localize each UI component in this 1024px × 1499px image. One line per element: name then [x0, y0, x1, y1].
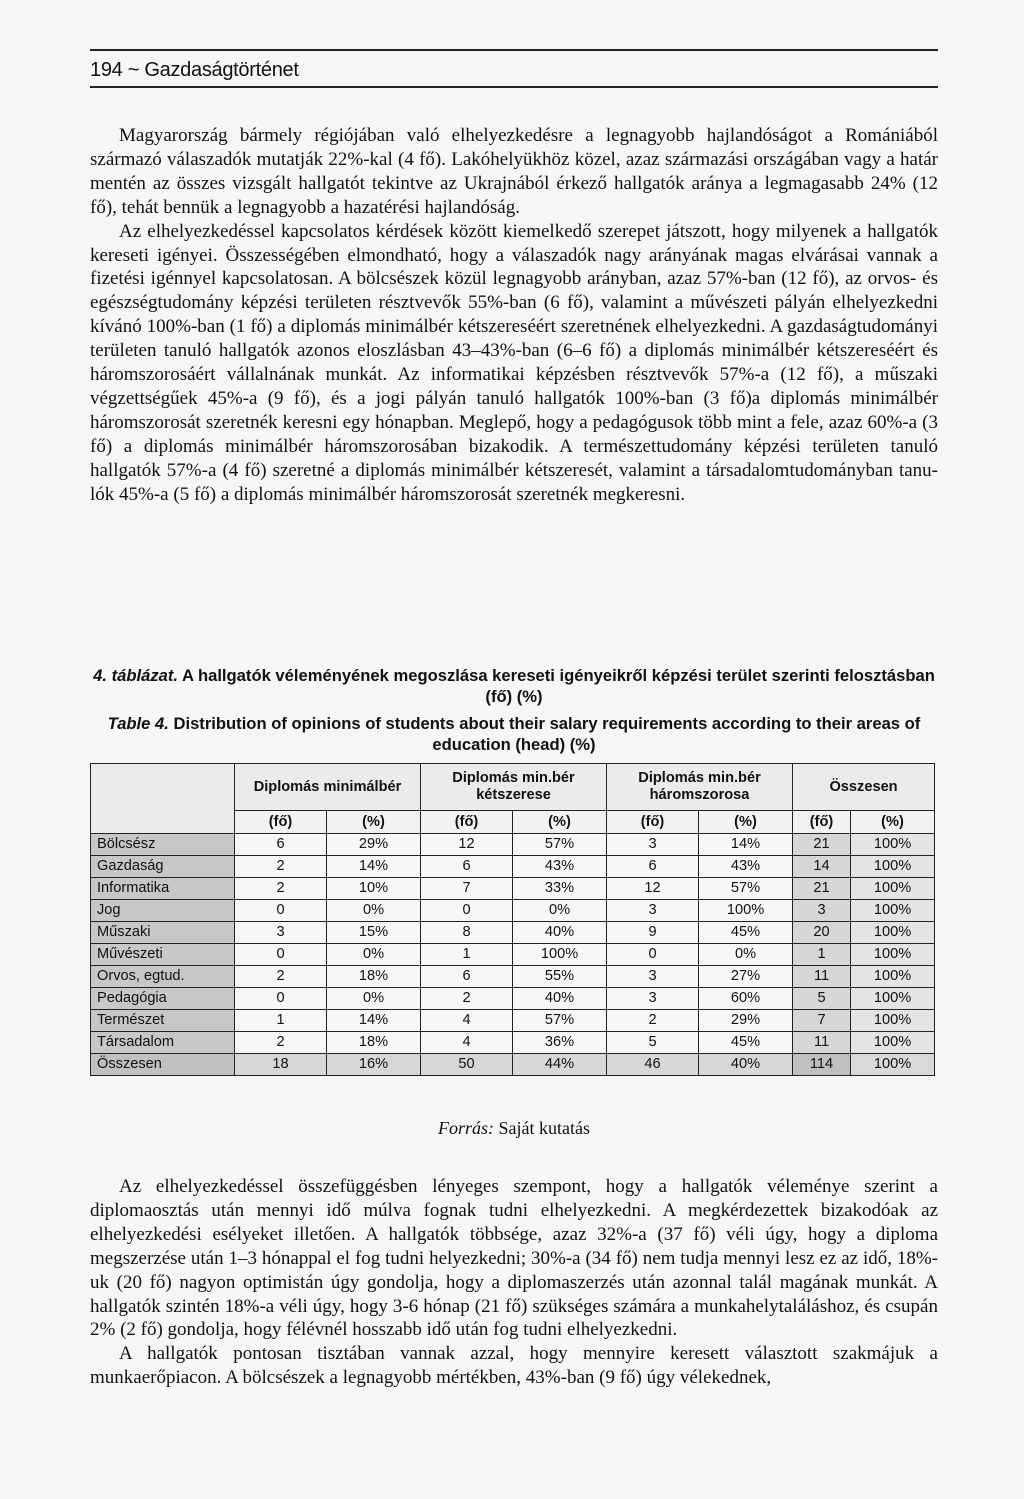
table-cell: 100%	[851, 856, 935, 878]
table-cell: 6	[421, 856, 513, 878]
table-cell: 2	[235, 856, 327, 878]
table-cell: 55%	[513, 966, 607, 988]
table-cell: 57%	[513, 1010, 607, 1032]
table-cell: 11	[793, 966, 851, 988]
table-row	[91, 900, 935, 922]
table-row	[91, 878, 935, 900]
table-cell: 27%	[699, 966, 793, 988]
paragraph: Magyarország bármely régiójában való elhelyezkedésre a legnagyobb hajlandóságot a Romániából származó válaszadók mutatják 22%-kal (4 fő). Lakóhelyükhöz közel, azaz származási országában vagy a határ mentén az összes vizsgált hallgatót tekintve az Ukrajnából érkező hallgatók aránya a legmagasabb 24% (12 fő), tehát bennük a legnagyobb a hazatérési hajlandóság.	[90, 125, 938, 218]
table-cell: 40%	[513, 988, 607, 1010]
table-cell: 2	[235, 878, 327, 900]
table-cell: 0%	[513, 900, 607, 922]
table-row	[91, 944, 935, 966]
table-row	[91, 834, 935, 856]
table-cell: 7	[793, 1010, 851, 1032]
column-group-header: Diplomás min.bér háromszorosa	[607, 764, 793, 811]
table-cell: 8	[421, 922, 513, 944]
table-row	[91, 966, 935, 988]
row-label: Pedagógia	[91, 988, 235, 1010]
table-cell: 0	[235, 988, 327, 1010]
header-separator: ~	[127, 59, 140, 81]
table-cell: 1	[421, 944, 513, 966]
row-label: Orvos, egtud.	[91, 966, 235, 988]
table-cell: 7	[421, 878, 513, 900]
table-cell: 18	[235, 1054, 327, 1076]
table-cell: 21	[793, 878, 851, 900]
table-cell: 100%	[699, 900, 793, 922]
table-cell: 100%	[851, 1010, 935, 1032]
table-cell: 4	[421, 1032, 513, 1054]
table-cell: 6	[607, 856, 699, 878]
source-label: Forrás:	[438, 1118, 495, 1138]
table-cell: 100%	[851, 878, 935, 900]
header-bottom-rule	[90, 86, 938, 88]
table-cell: 10%	[327, 878, 421, 900]
intro-text	[90, 124, 938, 507]
row-label: Művészeti	[91, 944, 235, 966]
table-cell: 4	[421, 1010, 513, 1032]
table-cell: 29%	[327, 834, 421, 856]
table-cell: 0	[421, 900, 513, 922]
table-cell: 14%	[327, 1010, 421, 1032]
table-cell: 9	[607, 922, 699, 944]
row-label: Informatika	[91, 878, 235, 900]
table-cell: 40%	[513, 922, 607, 944]
table-cell: 100%	[513, 944, 607, 966]
caption-label: 4. táblázat.	[93, 666, 178, 685]
table-cell: 50	[421, 1054, 513, 1076]
table-cell: 100%	[851, 1054, 935, 1076]
unit-header: (fő)	[421, 811, 513, 834]
closing-text	[90, 1175, 938, 1390]
unit-header: (%)	[699, 811, 793, 834]
table-cell: 2	[421, 988, 513, 1010]
table-cell: 60%	[699, 988, 793, 1010]
table-corner-cell	[91, 764, 235, 834]
table-cell: 57%	[513, 834, 607, 856]
table-row	[91, 1032, 935, 1054]
row-label: Összesen	[91, 1054, 235, 1076]
caption-text: Distribution of opinions of students about their salary requirements according to their areas of education (head) (%)	[173, 714, 921, 754]
table-cell: 100%	[851, 1032, 935, 1054]
table-cell: 44%	[513, 1054, 607, 1076]
running-head	[90, 58, 938, 82]
table-cell: 0	[607, 944, 699, 966]
unit-header: (fő)	[793, 811, 851, 834]
table-cell: 11	[793, 1032, 851, 1054]
table-cell: 43%	[699, 856, 793, 878]
table-cell: 5	[793, 988, 851, 1010]
paragraph: Az elhelyezkedéssel összefüggésben lényeges szempont, hogy a hallgatók véleménye szerint a diplomaosztás után mennyi idő múlva fognak tudni elhelyezkedni. A megkérdezettek bizakodóak az elhelyezkedési esélyeket illetően. A hallgatók többsége, azaz 32%-a (37 fő) véli úgy, hogy a diploma megszerzése után 1–3 hónappal el fog tudni helyezkedni; 30%-a (34 fő) nem tudja mennyi lesz ez az idő, 18%-uk (20 fő) nagyon optimistán úgy gondolja, hogy a diplomaszerzés után azonnal talál magának munkát. A hallgatók szintén 18%-a véli úgy, hogy 3-6 hónap (21 fő) szükséges számára a munkahelytaláláshoz, és csupán 2% (2 fő) gondolja, hogy félévnél hosszabb idő után fog tudni elhelyezkedni.	[90, 1176, 938, 1341]
caption-text: A hallgatók véleményének megoszlása kereseti igényeikről képzési terület szerinti felosztásban (fő) (%)	[181, 666, 935, 706]
table-cell: 43%	[513, 856, 607, 878]
table-row	[91, 988, 935, 1010]
table-cell: 21	[793, 834, 851, 856]
row-label: Gazdaság	[91, 856, 235, 878]
table-cell: 12	[607, 878, 699, 900]
caption-label: Table 4.	[107, 714, 169, 733]
table-body	[91, 834, 935, 1076]
table-cell: 3	[607, 834, 699, 856]
row-label: Társadalom	[91, 1032, 235, 1054]
table-cell: 3	[793, 900, 851, 922]
page-number: 194	[90, 59, 123, 81]
paragraph: Az elhelyezkedéssel kapcsolatos kérdések között kiemelkedő szerepet játszott, hogy milyenek a hallgatók kereseti igényei. Összességében elmondható, hogy a válaszadók nagy arányának magas elvárásai vannak a fizetési igénnyel kapcsolatosan. A bölcsészek közül legnagyobb arányban, azaz 57%-ban (12 fő), az orvos- és egészségtudomány képzési területen résztvevők 55%-ban (6 fő), valamint a művészeti pályán elhelyezkedni kívánó 100%-ban (1 fő) a diplomás minimálbér kétszereséért szeretnének elhelyezkedni. A gazdaságtudományi területen tanuló hallgatók azonos eloszlásban 43–43%-ban (6–6 fő) a diplomás minimálbér kétszereséért és háromszorosáért vállalnának munkát. Az informatikai képzésben résztvevők 57%-a (12 fő), a műszaki végzettségűek 45%-a (9 fő), és a jogi pályán tanuló hallgatók 100%-ban (3 fő)a diplomás minimálbér háromszorosát szeretnék keresni egy hónapban. Meglepő, hogy a pedagógusok több mint a fele, azaz 60%-a (3 fő) a diplomás minimálbér háromszorosában bizakodik. A természettudomány képzési területen tanuló hallgatók 57%-a (4 fő) szeretné a diplomás minimálbér kétszeresét, valamint a társadalomtudományban tanulók 45%-a (5 fő) a diplomás minimálbér háromszorosát szeretnék megkeresni.	[90, 220, 938, 505]
table-cell: 20	[793, 922, 851, 944]
table-cell: 100%	[851, 944, 935, 966]
unit-header: (%)	[851, 811, 935, 834]
table-cell: 57%	[699, 878, 793, 900]
table-cell: 12	[421, 834, 513, 856]
table-cell: 15%	[327, 922, 421, 944]
unit-header: (fő)	[607, 811, 699, 834]
table-cell: 16%	[327, 1054, 421, 1076]
table-row	[91, 922, 935, 944]
source-text: Saját kutatás	[498, 1118, 590, 1138]
table-cell: 100%	[851, 900, 935, 922]
table-cell: 3	[607, 966, 699, 988]
header-top-rule	[90, 49, 938, 51]
salary-requirements-table	[90, 763, 935, 1076]
table-source	[90, 1117, 938, 1139]
table-cell: 6	[235, 834, 327, 856]
column-group-header: Diplomás minimálbér	[235, 764, 421, 811]
row-label: Természet	[91, 1010, 235, 1032]
table-cell: 3	[235, 922, 327, 944]
table-cell: 1	[793, 944, 851, 966]
table-cell: 100%	[851, 922, 935, 944]
table-cell: 0%	[699, 944, 793, 966]
table-cell: 18%	[327, 966, 421, 988]
table-caption-english	[90, 714, 938, 755]
table-cell: 3	[607, 900, 699, 922]
table-cell: 0	[235, 900, 327, 922]
table-cell: 45%	[699, 922, 793, 944]
table-cell: 100%	[851, 966, 935, 988]
table-cell: 5	[607, 1032, 699, 1054]
table-cell: 0%	[327, 988, 421, 1010]
table-cell: 14%	[699, 834, 793, 856]
table-cell: 2	[235, 966, 327, 988]
unit-header: (fő)	[235, 811, 327, 834]
table-row	[91, 856, 935, 878]
table-cell: 100%	[851, 834, 935, 856]
row-label: Műszaki	[91, 922, 235, 944]
column-group-header: Összesen	[793, 764, 935, 811]
table-cell: 36%	[513, 1032, 607, 1054]
row-label: Jog	[91, 900, 235, 922]
table-cell: 0%	[327, 900, 421, 922]
table-cell: 40%	[699, 1054, 793, 1076]
table-cell: 45%	[699, 1032, 793, 1054]
table-cell: 14%	[327, 856, 421, 878]
table-cell: 29%	[699, 1010, 793, 1032]
table-cell: 18%	[327, 1032, 421, 1054]
paragraph: A hallgatók pontosan tisztában vannak azzal, hogy mennyire keresett választott szakmájuk a munkaerőpiacon. A bölcsészek a legnagyobb mértékben, 43%-ban (9 fő) úgy vélekednek,	[90, 1343, 938, 1389]
journal-title: Gazdaságtörténet	[144, 59, 299, 81]
table-caption-hungarian	[90, 666, 938, 707]
table-cell: 2	[607, 1010, 699, 1032]
table-cell: 46	[607, 1054, 699, 1076]
table-group-header-row	[91, 764, 935, 811]
table-cell: 14	[793, 856, 851, 878]
table-cell: 3	[607, 988, 699, 1010]
table-row	[91, 1054, 935, 1076]
table-cell: 100%	[851, 988, 935, 1010]
table-row	[91, 1010, 935, 1032]
table-cell: 2	[235, 1032, 327, 1054]
unit-header: (%)	[513, 811, 607, 834]
table-cell: 0	[235, 944, 327, 966]
table-cell: 6	[421, 966, 513, 988]
column-group-header: Diplomás min.bér kétszerese	[421, 764, 607, 811]
table-cell: 1	[235, 1010, 327, 1032]
unit-header: (%)	[327, 811, 421, 834]
table-cell: 114	[793, 1054, 851, 1076]
table-cell: 33%	[513, 878, 607, 900]
row-label: Bölcsész	[91, 834, 235, 856]
table-cell: 0%	[327, 944, 421, 966]
